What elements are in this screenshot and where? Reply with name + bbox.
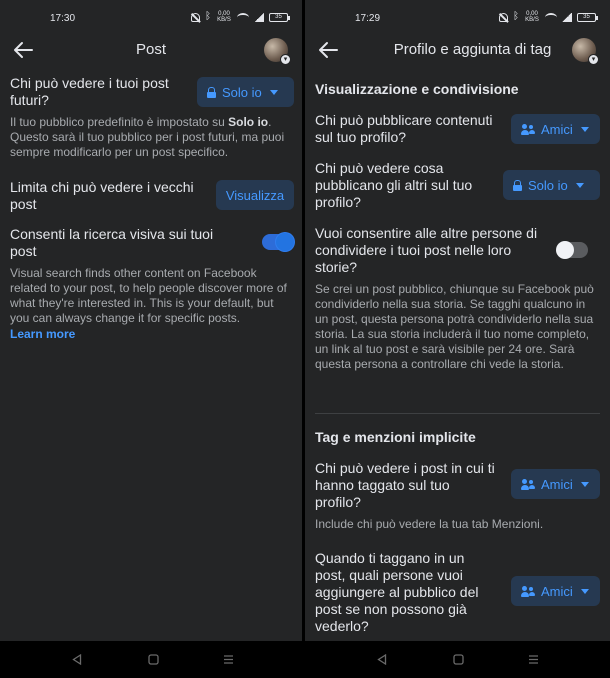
page-title: Profilo e aggiunta di tag	[393, 41, 552, 58]
caret-down-icon	[581, 482, 589, 487]
post-settings-screen	[0, 0, 302, 641]
share-stories-setting	[315, 225, 600, 371]
tag-audience-button[interactable]	[511, 576, 600, 606]
status-bar	[0, 0, 302, 38]
signal-icon	[562, 13, 572, 22]
old-posts-question: Limita chi può vedere i vecchi post	[10, 179, 194, 212]
audience-label: Solo io	[222, 84, 262, 100]
future-posts-setting	[10, 75, 294, 159]
share-stories-question: Vuoi consentire alle altre persone di condividere i tuoi post nelle loro storie?	[315, 225, 538, 275]
caret-down-icon	[581, 127, 589, 132]
nav-menu-icon[interactable]	[223, 654, 234, 665]
network-speed: 0,00 KB/S	[217, 11, 231, 23]
battery-icon: 35	[577, 13, 596, 22]
status-time: 17:29	[355, 13, 381, 24]
mute-icon	[499, 13, 508, 22]
nav-back-icon[interactable]	[72, 654, 82, 665]
friends-icon	[521, 124, 535, 135]
nav-back-icon[interactable]	[377, 654, 387, 665]
who-sees-others-button[interactable]	[503, 170, 600, 200]
lock-icon	[207, 87, 216, 98]
app-header	[0, 36, 302, 64]
nav-home-icon[interactable]	[453, 654, 464, 665]
section-divider	[315, 413, 600, 414]
tagged-posts-question: Chi può vedere i post in cui ti hanno taggato sul tuo profilo?	[315, 460, 495, 510]
wifi-icon	[545, 13, 557, 22]
share-stories-description: Se crei un post pubblico, chiunque su Facebook può condividerlo nella sua storia. Se tagghi qualcuno in un post, questa persona potrà condividerlo nella sua storia. La sua storia includerà il tuo nome completo, un link al tuo post e sarà visibile per 24 ore. Sarà questa persona a controllare chi vede la storia.	[315, 282, 594, 371]
view-old-posts-button[interactable]: Visualizza	[216, 180, 294, 210]
who-can-post-question: Chi può pubblicare contenuti sul tuo profilo?	[315, 112, 493, 145]
battery-icon: 35	[269, 13, 288, 22]
audience-label: Amici	[541, 583, 573, 599]
who-can-post-button[interactable]	[511, 114, 600, 144]
bluetooth-icon: ᛒ	[205, 11, 211, 22]
chevron-down-icon: ▾	[280, 54, 291, 65]
who-sees-others-question: Chi può vedere cosa pubblicano gli altri sul tuo profilo?	[315, 160, 473, 210]
who-can-post-setting	[315, 112, 600, 146]
signal-icon	[254, 13, 264, 22]
future-posts-audience-button[interactable]	[197, 77, 294, 107]
visual-search-description: Visual search finds other content on Facebook related to your post, to help people discover more of what they're interested in. This is your default, but you can always change it for specific posts.	[10, 266, 287, 325]
mute-icon	[191, 13, 200, 22]
audience-label: Amici	[541, 121, 573, 137]
profile-avatar[interactable]	[572, 38, 596, 62]
profile-avatar[interactable]	[264, 38, 288, 62]
caret-down-icon	[576, 183, 584, 188]
profile-tagging-screen	[305, 0, 610, 641]
visual-search-toggle[interactable]	[262, 234, 292, 250]
future-posts-question: Chi può vedere i tuoi post futuri?	[10, 75, 169, 108]
section-title-sharing: Visualizzazione e condivisione	[315, 81, 519, 97]
status-bar	[305, 0, 610, 38]
audience-label: Solo io	[528, 177, 568, 193]
tagged-posts-button[interactable]	[511, 469, 600, 499]
nav-menu-icon[interactable]	[528, 654, 539, 665]
wifi-icon	[237, 13, 249, 22]
future-posts-description: Il tuo pubblico predefinito è impostato su Solo io. Questo sarà il tuo pubblico per i post futuri, ma puoi sempre modificarlo per un post specifico.	[10, 115, 285, 159]
page-title: Post	[135, 41, 166, 58]
tag-audience-question: Quando ti taggano in un post, quali persone vuoi aggiungere al pubblico del post se non possono già vederlo?	[315, 550, 479, 634]
app-header	[305, 36, 610, 64]
nav-home-icon[interactable]	[148, 654, 159, 665]
lock-icon	[513, 180, 522, 191]
friends-icon	[521, 479, 535, 490]
caret-down-icon	[581, 589, 589, 594]
tagged-posts-setting	[315, 460, 600, 531]
network-speed: 0,00 KB/S	[525, 11, 539, 23]
visual-search-setting	[10, 226, 294, 341]
bluetooth-icon: ᛒ	[513, 11, 519, 22]
audience-label: Amici	[541, 476, 573, 492]
tagged-posts-description: Include chi può vedere la tua tab Menzioni.	[315, 517, 544, 531]
learn-more-link[interactable]: Learn more	[10, 327, 76, 341]
tag-audience-setting	[315, 550, 600, 635]
section-title-tags: Tag e menzioni implicite	[315, 429, 476, 445]
share-stories-toggle[interactable]	[558, 242, 588, 258]
android-nav-bar	[0, 641, 610, 678]
caret-down-icon	[270, 90, 278, 95]
visual-search-question: Consenti la ricerca visiva sui tuoi post	[10, 226, 214, 259]
status-time: 17:30	[50, 13, 76, 24]
chevron-down-icon: ▾	[588, 54, 599, 65]
friends-icon	[521, 586, 535, 597]
who-sees-others-setting	[315, 160, 600, 211]
old-posts-setting	[10, 179, 294, 213]
